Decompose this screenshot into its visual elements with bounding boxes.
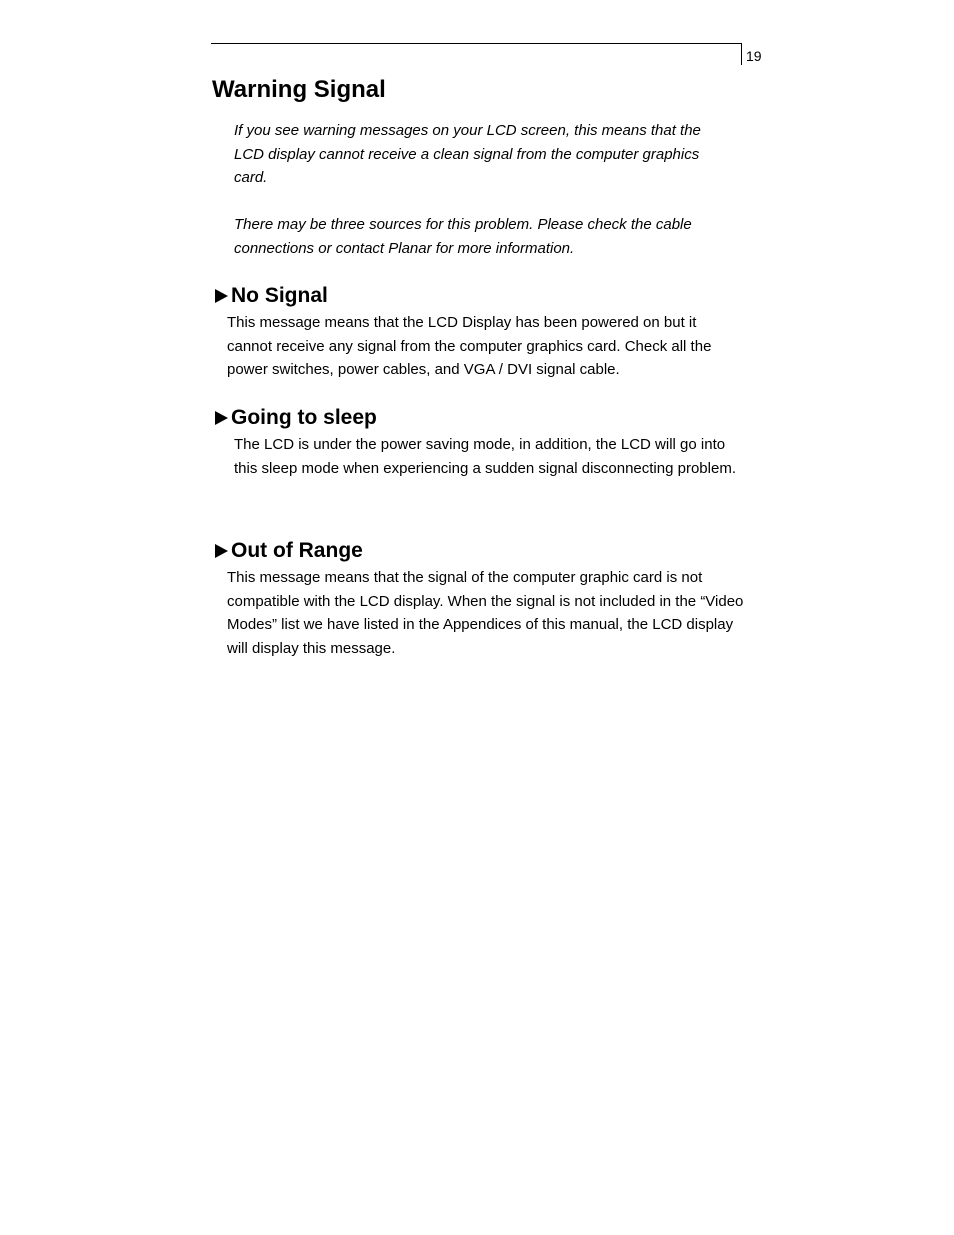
header-rule bbox=[211, 43, 741, 44]
section-body-out-of-range: This message means that the signal of the computer graphic card is not compatible with the LCD display. When the signal is not included in the “Video Modes” list we have listed in the Appendices of this manual, the LCD display will display this message. bbox=[227, 569, 744, 657]
page-title: Warning Signal bbox=[212, 76, 386, 103]
intro-paragraph: There may be three sources for this problem. Please check the cable connections or contact Planar for more information. bbox=[234, 216, 692, 257]
section-heading-label: Out of Range bbox=[231, 539, 363, 562]
triangle-right-icon bbox=[215, 289, 228, 303]
section-heading-label: No Signal bbox=[231, 284, 328, 307]
intro-paragraph: If you see warning messages on your LCD screen, this means that the LCD display cannot receive a clean signal from the computer graphics card. bbox=[234, 122, 701, 186]
section-body-no-signal: This message means that the LCD Display has been powered on but it cannot receive any signal from the computer graphics card. Check all the power switches, power cables, and VGA / DVI signal cable. bbox=[227, 314, 712, 378]
section-heading-label: Going to sleep bbox=[231, 406, 377, 429]
section-heading-going-to-sleep bbox=[215, 405, 377, 431]
header-divider bbox=[741, 43, 742, 65]
triangle-right-icon bbox=[215, 411, 228, 425]
triangle-right-icon bbox=[215, 544, 228, 558]
page-number: 19 bbox=[746, 48, 762, 64]
section-body-going-to-sleep: The LCD is under the power saving mode, in addition, the LCD will go into this sleep mode when experiencing a sudden signal disconnecting problem. bbox=[234, 436, 736, 477]
section-heading-out-of-range bbox=[215, 538, 363, 564]
section-heading-no-signal bbox=[215, 283, 328, 309]
